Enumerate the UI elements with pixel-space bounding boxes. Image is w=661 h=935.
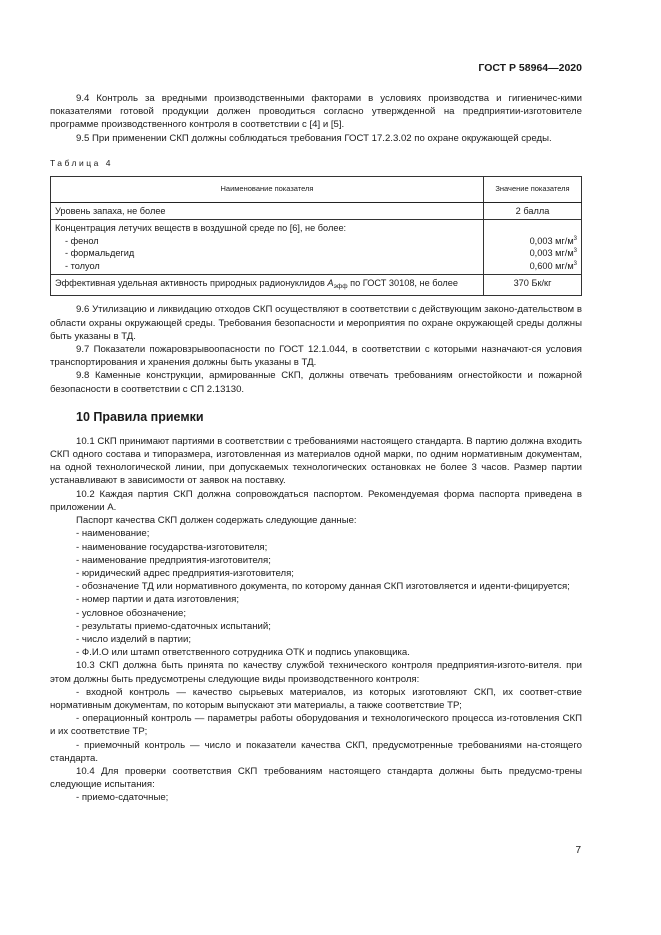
- list-item: - наименование государства-изготовителя;: [76, 541, 268, 553]
- passport-intro: Паспорт качества СКП должен содержать следующие данные:: [76, 515, 357, 527]
- table-4: [50, 176, 582, 296]
- volatile-formaldehyde: - формальдегид: [65, 248, 135, 259]
- paragraph-10-3: 10.3 СКП должна быть принята по качеству службой технического контроля предприятия-изгото-вителя. при этом должны быть предусмотрены следующие виды производственного контроля:: [50, 660, 582, 685]
- row-radionuclides-value: 370 Бк/кг: [484, 275, 582, 296]
- paragraph-9-7: 9.7 Показатели пожаровзрывоопасности по ГОСТ 12.1.044, в соответствии с которыми назначают-ся условия транспортирования и хранения должны быть указаны в ТД.: [50, 344, 582, 369]
- list-item: - номер партии и дата изготовления;: [76, 594, 240, 606]
- list-item: - приемочный контроль — число и показатели качества СКП, предусмотренные требованиями на-стоящего стандарта.: [50, 739, 582, 764]
- paragraph-9-8: 9.8 Каменные конструкции, армированные СКП, должны отвечать требованиям огнестойкости и пожарной безопасности в соответствии с СП 2.13130.: [50, 370, 582, 395]
- row-odor-name: Уровень запаха, не более: [51, 203, 484, 220]
- table-row: [51, 275, 582, 296]
- section-10-title: 10 Правила приемки: [76, 409, 204, 424]
- formaldehyde-value: 0,003 $мг/м^3$: [529, 248, 577, 259]
- volatile-phenol: - фенол: [65, 235, 99, 246]
- table-header-value: Значение показателя: [484, 177, 582, 203]
- list-item: - Ф.И.О или штамп ответственного сотрудника ОТК и подпись упаковщика.: [76, 647, 410, 659]
- toluene-value: 0,600 $мг/м^3$: [529, 260, 577, 271]
- tests-list: [50, 791, 582, 804]
- list-item: - приемо-сдаточные;: [76, 792, 169, 804]
- table-header-name: Наименование показателя: [51, 177, 484, 203]
- row-volatile-name: [51, 220, 484, 275]
- passport-list: [50, 527, 582, 659]
- list-item: - обозначение ТД или нормативного документа, по которому данная СКП изготовляется и иденти-фицируется;: [76, 581, 570, 593]
- list-item: - наименование предприятия-изготовителя;: [76, 554, 271, 566]
- row-volatile-values: [484, 220, 582, 275]
- paragraph-9-5: 9.5 При применении СКП должны соблюдаться требования ГОСТ 17.2.3.02 по охране окружающей среды.: [76, 132, 552, 144]
- paragraph-9-4: 9.4 Контроль за вредными производственными факторами в условиях производства и гигиеничес-кими показателями готовой продукции должен проводиться согласно утвержденной на предприятии-изготовителе программе производственного контроля в соответствии с [4] и [5].: [50, 93, 582, 131]
- list-item: - число изделий в партии;: [76, 633, 192, 645]
- row-radionuclides-name: Эффективная удельная активность природных радионуклидов $A_{эфф}$ по ГОСТ 30108, не более: [51, 275, 484, 296]
- page-content: [50, 92, 582, 805]
- paragraph-10-1: 10.1 СКП принимают партиями в соответствии с требованиями настоящего стандарта. В партию должна входить СКП одного состава и типоразмера, изготовленная из материалов одной марки, по одним нормативным документам, на одной технологической линии, при допускаемых технологических остановках не более 3 часов. Размер партии устанавливают в зависимости от заявок на поставку.: [50, 435, 582, 487]
- table-label: Таблица 4: [50, 157, 113, 168]
- volatile-toluene: - толуол: [65, 260, 100, 271]
- paragraph-9-6: 9.6 Утилизацию и ликвидацию отходов СКП осуществляют в соответствии с действующим законо-дательством в области охраны окружающей среды. Требования безопасности и мероприятия по охране окружающей среды должны быть указаны в ТД.: [50, 304, 582, 342]
- list-item: - условное обозначение;: [76, 607, 186, 619]
- volatile-heading: Концентрация летучих веществ в воздушной среде по [6], не более:: [55, 223, 347, 234]
- paragraph-10-2: 10.2 Каждая партия СКП должна сопровождаться паспортом. Рекомендуемая форма паспорта приведена в приложении А.: [50, 488, 582, 513]
- list-item: - входной контроль — качество сырьевых материалов, из которых изготовляют СКП, их соответ-ствие нормативным документам, по которым выпускают эти материалы, а также соответствие ТР;: [50, 686, 582, 711]
- list-item: - результаты приемо-сдаточных испытаний;: [76, 620, 271, 632]
- control-list: [50, 686, 582, 765]
- row-odor-value: 2 балла: [484, 203, 582, 220]
- document-id: ГОСТ Р 58964—2020: [478, 62, 582, 74]
- table-row: [51, 220, 582, 275]
- table-row: [51, 203, 582, 220]
- list-item: - наименование;: [76, 528, 150, 540]
- phenol-value: 0,003 $мг/м^3$: [529, 235, 577, 246]
- paragraph-10-4: 10.4 Для проверки соответствия СКП требованиям настоящего стандарта должны быть предусмо-трены следующие испытания:: [50, 765, 582, 791]
- list-item: - операционный контроль — параметры работы оборудования и технологического процесса из-готовления СКП и их соответствие ТР;: [50, 713, 582, 738]
- list-item: - юридический адрес предприятия-изготовителя;: [76, 567, 294, 579]
- page-number: 7: [575, 845, 581, 856]
